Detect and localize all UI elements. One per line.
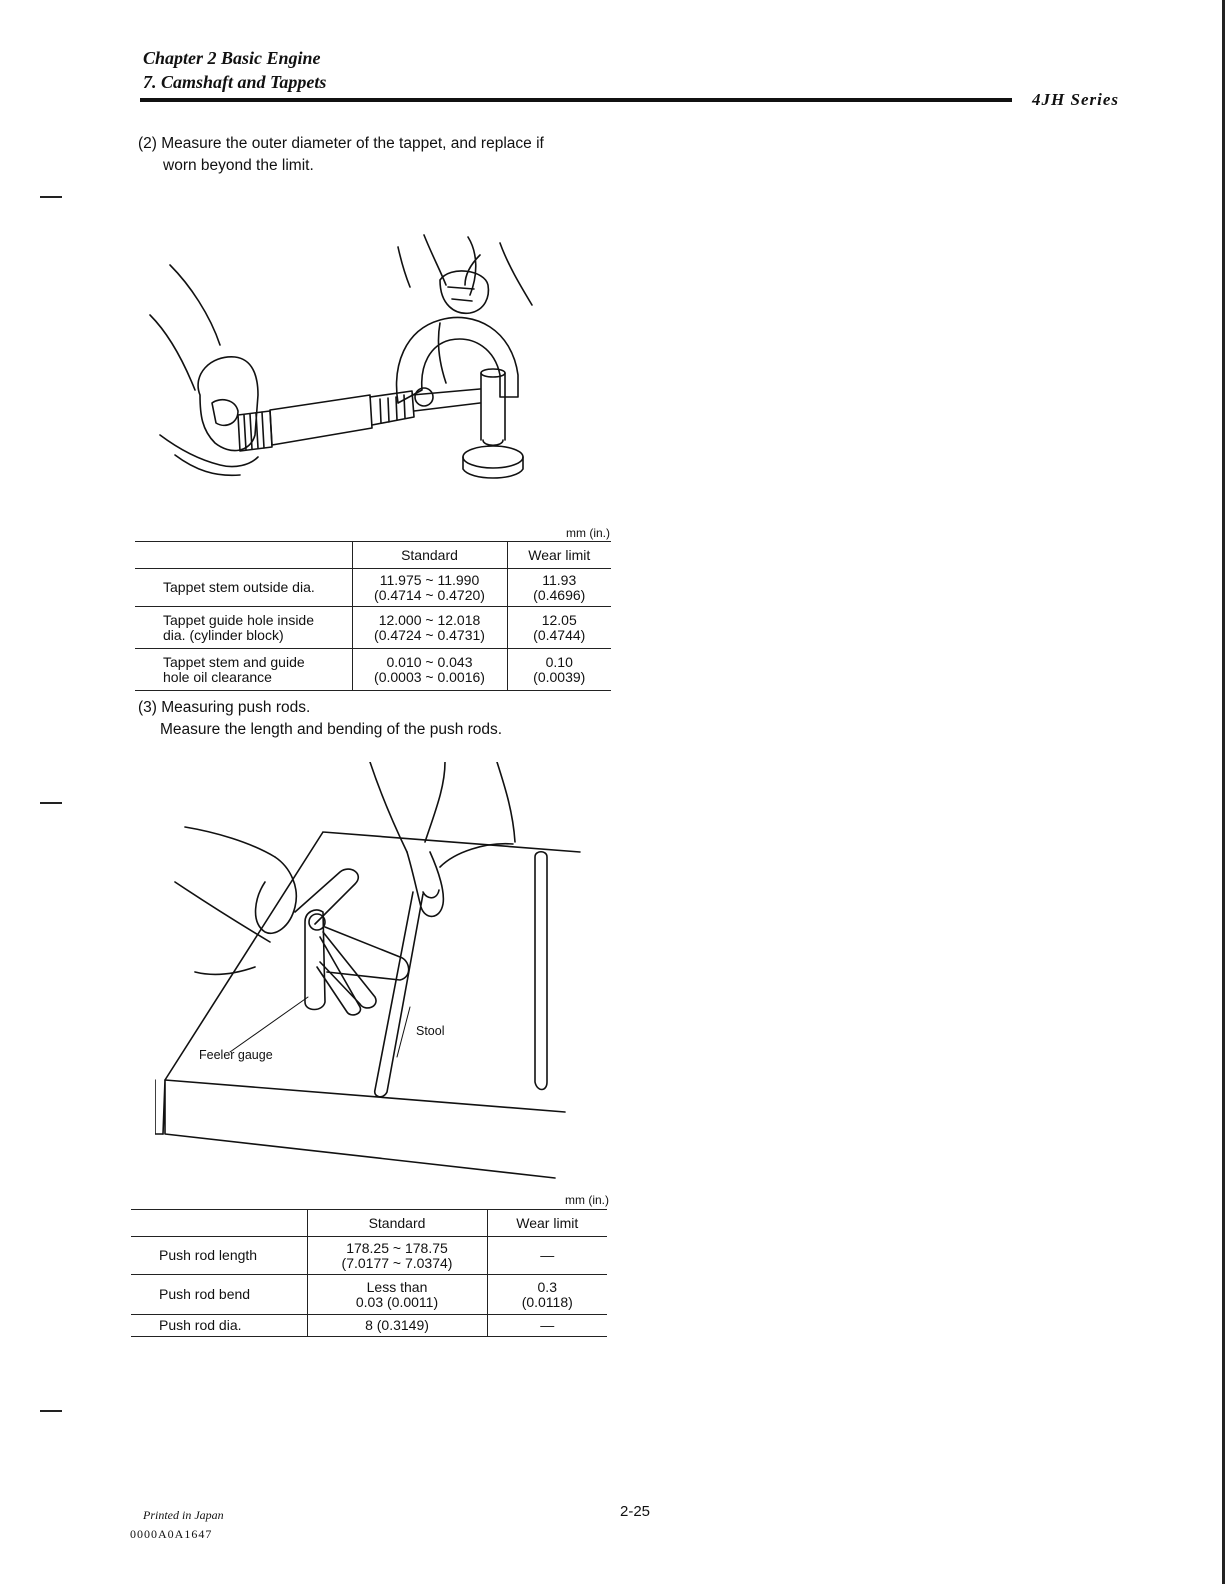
item-cell: Push rod length (131, 1237, 307, 1275)
micrometer-illustration (140, 225, 580, 505)
table-row (131, 1237, 607, 1275)
header-wear-limit: Wear limit (507, 542, 611, 569)
stool-label: Stool (416, 1024, 445, 1038)
binding-mark (40, 802, 62, 804)
item-cell: Push rod bend (131, 1275, 307, 1315)
standard-cell: 178.25 ~ 178.75 (7.0177 ~ 7.0374) (307, 1237, 487, 1275)
page-number: 2-25 (620, 1503, 651, 1520)
step-3-line1: (3) Measuring push rods. (138, 699, 311, 716)
header-standard: Standard (307, 1210, 487, 1237)
table-row (135, 649, 611, 691)
item-cell: Tappet stem and guide hole oil clearance (135, 649, 352, 691)
series-label: 4JH Series (1032, 90, 1119, 109)
standard-cell: 11.975 ~ 11.990 (0.4714 ~ 0.4720) (352, 569, 507, 607)
limit-cell: — (487, 1237, 607, 1275)
standard-cell: 8 (0.3149) (307, 1315, 487, 1337)
step-2-line2: worn beyond the limit. (163, 157, 314, 174)
table2-unit: mm (in.) (565, 1193, 609, 1207)
header-wear-limit: Wear limit (487, 1210, 607, 1237)
document-code: 0000A0A1647 (130, 1527, 213, 1541)
table-header-row (131, 1210, 607, 1237)
header-standard: Standard (352, 542, 507, 569)
step-2-text (138, 133, 544, 177)
item-cell: Push rod dia. (131, 1315, 307, 1337)
standard-cell: 0.010 ~ 0.043 (0.0003 ~ 0.0016) (352, 649, 507, 691)
push-rod-spec-table (131, 1209, 607, 1337)
limit-cell: — (487, 1315, 607, 1337)
standard-cell: 12.000 ~ 12.018 (0.4724 ~ 0.4731) (352, 607, 507, 649)
limit-cell: 12.05 (0.4744) (507, 607, 611, 649)
section-title: 7. Camshaft and Tappets (143, 72, 327, 92)
printed-in-label: Printed in Japan (143, 1508, 224, 1522)
table-row (135, 607, 611, 649)
step-2-line1: (2) Measure the outer diameter of the tappet, and replace if (138, 135, 544, 152)
limit-cell: 11.93 (0.4696) (507, 569, 611, 607)
header-cell (131, 1210, 307, 1237)
item-cell: Tappet guide hole inside dia. (cylinder block) (135, 607, 352, 649)
header-rule (140, 98, 1012, 102)
table-row (131, 1315, 607, 1337)
limit-cell: 0.10 (0.0039) (507, 649, 611, 691)
step-3-text (138, 697, 502, 741)
header-cell (135, 542, 352, 569)
item-cell: Tappet stem outside dia. (135, 569, 352, 607)
push-rod-illustration (155, 762, 585, 1182)
standard-cell: Less than 0.03 (0.0011) (307, 1275, 487, 1315)
chapter-title: Chapter 2 Basic Engine (143, 48, 321, 68)
tappet-spec-table (135, 541, 611, 691)
binding-mark (40, 196, 62, 198)
feeler-gauge-label: Feeler gauge (199, 1048, 273, 1062)
table1-unit: mm (in.) (566, 526, 610, 540)
limit-cell: 0.3 (0.0118) (487, 1275, 607, 1315)
table-row (135, 569, 611, 607)
table-row (131, 1275, 607, 1315)
step-3-line2: Measure the length and bending of the push rods. (160, 721, 503, 738)
table-header-row (135, 542, 611, 569)
binding-mark (40, 1410, 62, 1412)
